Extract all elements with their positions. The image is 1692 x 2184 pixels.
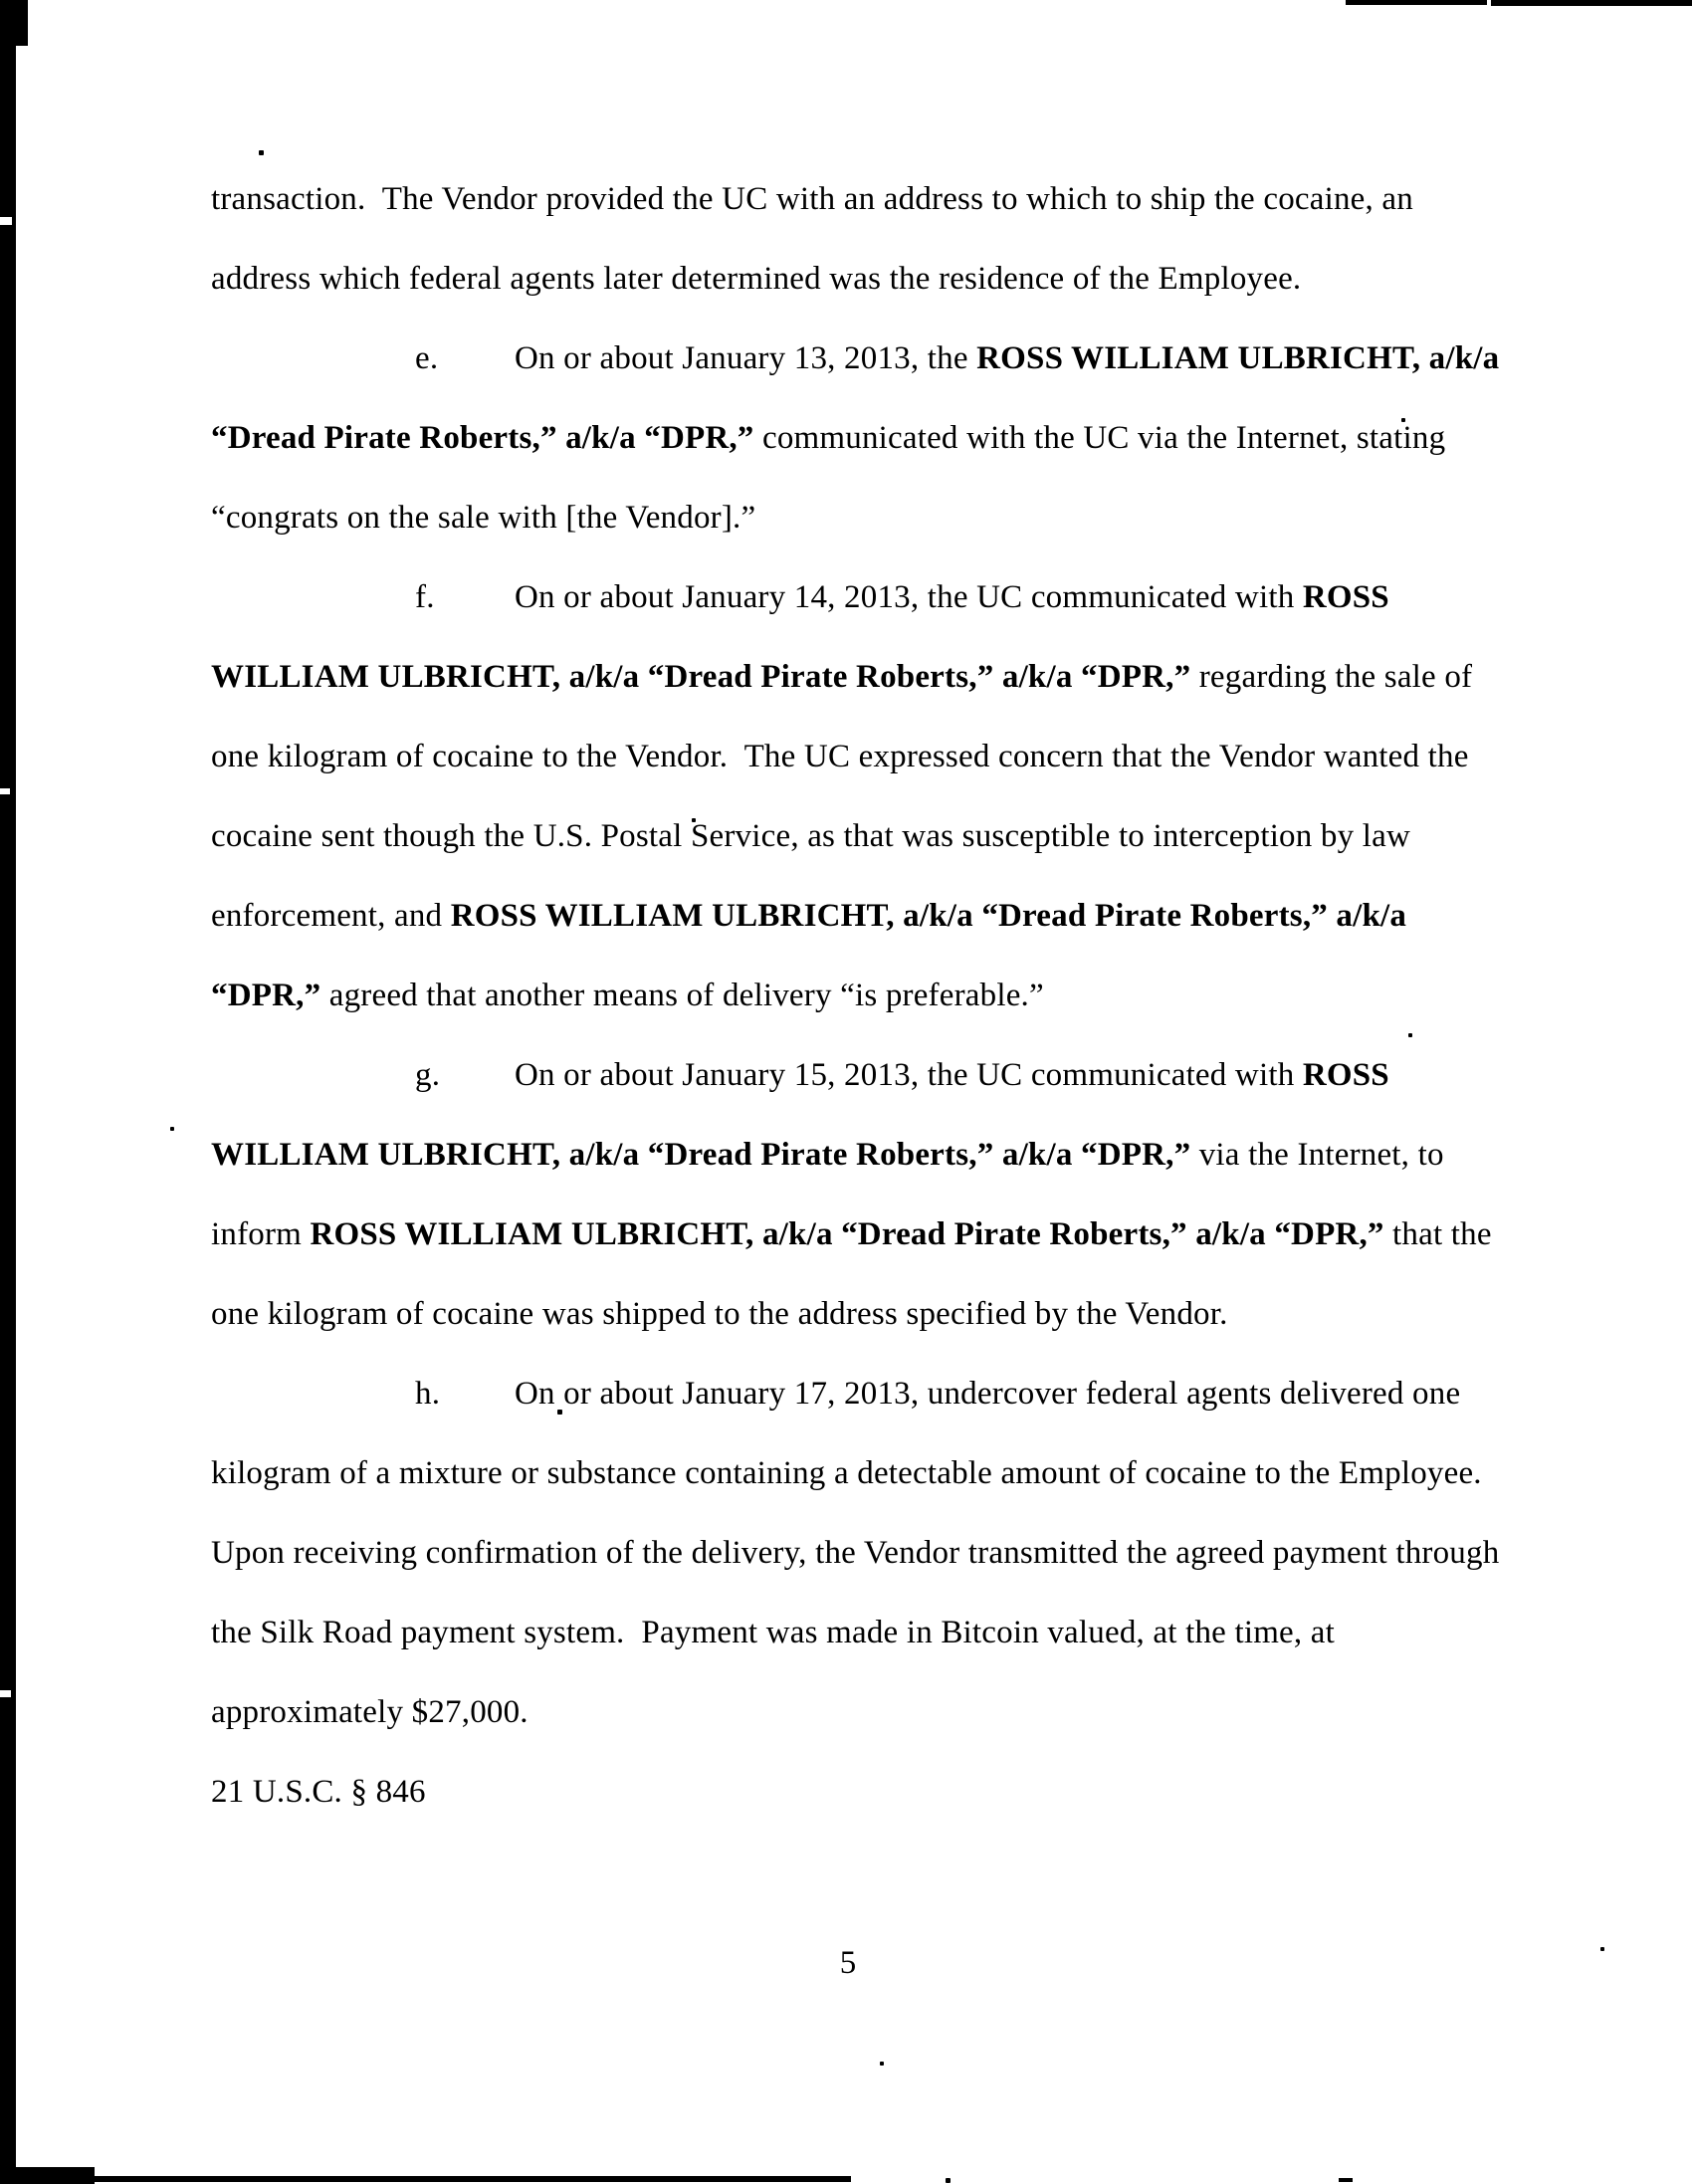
text-segment: cocaine sent though the U.S. Postal Service, as that was susceptible to interception by law: [211, 818, 1411, 854]
text-segment: “congrats on the sale with [the Vendor].”: [211, 500, 756, 536]
defendant-name-bold: WILLIAM ULBRICHT, a/k/a “Dread Pirate Roberts,” a/k/a “DPR,”: [211, 659, 1191, 695]
text-segment: address which federal agents later determined was the residence of the Employee.: [211, 261, 1302, 297]
text-segment: On or about January 13, 2013, the: [515, 340, 977, 376]
text-segment: transaction. The Vendor provided the UC with an address to which to ship the cocaine, an: [211, 181, 1413, 217]
text-segment: via the Internet, to: [1190, 1137, 1444, 1173]
paragraph-letter: f.: [415, 579, 435, 615]
text-segment: inform: [211, 1216, 311, 1252]
statute-citation: [211, 1752, 1505, 1832]
text-line: [211, 319, 1505, 398]
document-lines: [211, 159, 1505, 1832]
text-segment: agreed that another means of delivery “is preferable.”: [320, 978, 1044, 1013]
scan-artifact-bottom-edge: [1339, 2178, 1353, 2182]
toner-speck: [1600, 1947, 1604, 1951]
scan-artifact-notch: [0, 788, 10, 794]
text-segment: 21 U.S.C. § 846: [211, 1774, 426, 1810]
text-segment: one kilogram of cocaine was shipped to the address specified by the Vendor.: [211, 1296, 1228, 1332]
scan-artifact-bottom-edge: [0, 2176, 851, 2182]
toner-speck: [170, 1127, 174, 1131]
defendant-name-bold: ROSS: [1302, 1057, 1389, 1093]
defendant-name-bold: ROSS WILLIAM ULBRICHT, a/k/a “Dread Pirate Roberts,” a/k/a: [450, 898, 1407, 934]
defendant-name-bold: ROSS WILLIAM ULBRICHT, a/k/a: [976, 340, 1500, 376]
paragraph-letter: h.: [415, 1376, 441, 1412]
text-line: [211, 1195, 1505, 1274]
text-line: [211, 1513, 1505, 1593]
defendant-name-bold: “Dread Pirate Roberts,” a/k/a “DPR,”: [211, 420, 754, 456]
text-line: [211, 1354, 1505, 1433]
paragraph-letter: g.: [415, 1057, 441, 1093]
text-line: [211, 717, 1505, 796]
text-segment: On or about January 15, 2013, the UC communicated with: [515, 1057, 1303, 1093]
text-line: [211, 398, 1505, 478]
text-line: [211, 159, 1505, 239]
text-line: [211, 1433, 1505, 1513]
defendant-name-bold: ROSS: [1302, 579, 1389, 615]
text-segment: On or about January 14, 2013, the UC communicated with: [515, 579, 1303, 615]
defendant-name-bold: ROSS WILLIAM ULBRICHT, a/k/a “Dread Pirate Roberts,” a/k/a “DPR,”: [310, 1216, 1384, 1252]
scan-artifact-top-left-corner: [0, 0, 28, 46]
page-number: 5: [839, 1945, 857, 1981]
text-line: [211, 1274, 1505, 1354]
text-line: [211, 478, 1505, 557]
scan-artifact-top-edge: [1346, 0, 1487, 5]
text-segment: On or about January 17, 2013, undercover federal agents delivered one: [515, 1376, 1461, 1412]
toner-speck: [946, 2178, 951, 2183]
text-line: [211, 956, 1505, 1035]
scan-artifact-notch: [0, 217, 12, 225]
text-segment: approximately $27,000.: [211, 1694, 529, 1730]
defendant-name-bold: WILLIAM ULBRICHT, a/k/a “Dread Pirate Roberts,” a/k/a “DPR,”: [211, 1137, 1191, 1173]
text-segment: Upon receiving confirmation of the delivery, the Vendor transmitted the agreed payment through: [211, 1535, 1500, 1571]
text-line: [211, 239, 1505, 319]
text-segment: that the: [1383, 1216, 1492, 1252]
text-line: [211, 637, 1505, 717]
text-line: [211, 876, 1505, 956]
text-line: [211, 796, 1505, 876]
text-segment: regarding the sale of: [1190, 659, 1473, 695]
toner-speck: [880, 2062, 884, 2066]
defendant-name-bold: “DPR,”: [211, 978, 321, 1013]
toner-speck: [259, 150, 264, 155]
scan-artifact-notch: [0, 1690, 11, 1697]
text-line: [211, 1672, 1505, 1752]
text-segment: one kilogram of cocaine to the Vendor. The UC expressed concern that the Vendor wanted the: [211, 739, 1469, 774]
scan-artifact-top-edge: [1491, 0, 1692, 6]
text-segment: communicated with the UC via the Internet, stating: [753, 420, 1446, 456]
text-line: [211, 1593, 1505, 1672]
text-segment: kilogram of a mixture or substance containing a detectable amount of cocaine to the Employee.: [211, 1455, 1482, 1491]
text-line: [211, 1035, 1505, 1115]
text-segment: the Silk Road payment system. Payment was made in Bitcoin valued, at the time, at: [211, 1615, 1336, 1650]
text-segment: enforcement, and: [211, 898, 451, 934]
text-line: [211, 557, 1505, 637]
paragraph-letter: e.: [415, 340, 439, 376]
scan-artifact-left-edge: [0, 0, 16, 2184]
text-line: [211, 1115, 1505, 1195]
